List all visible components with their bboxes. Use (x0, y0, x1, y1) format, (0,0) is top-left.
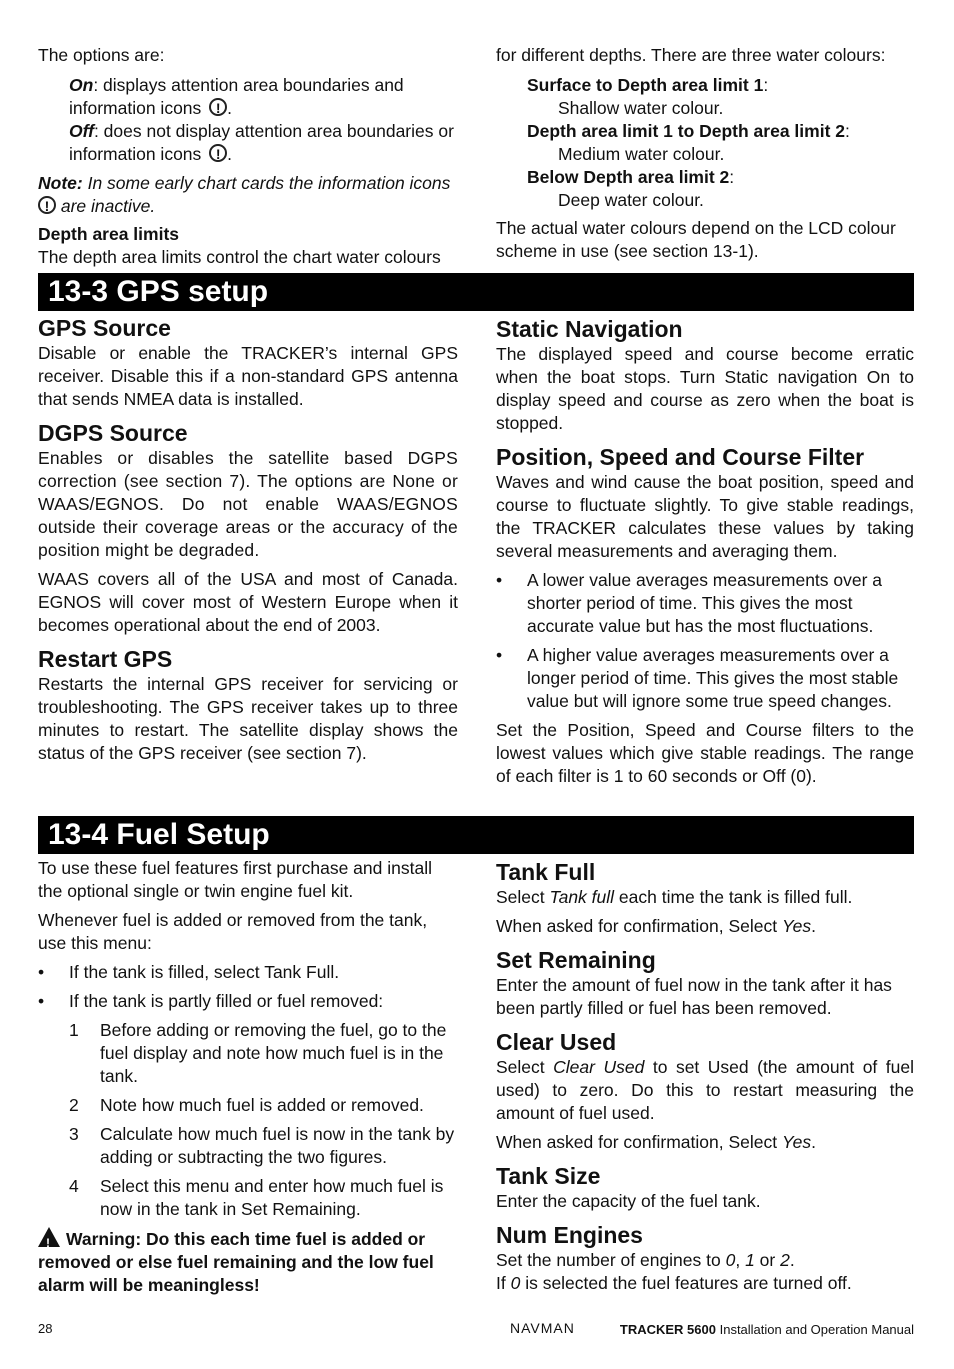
fuel-steps-list (38, 1019, 458, 1221)
depth-heading: Depth area limits (38, 224, 180, 244)
page-number: 28 (38, 1321, 53, 1336)
fuel-bullet-partly: • If the tank is partly filled or fuel removed: (38, 990, 458, 1013)
option-off: Off: does not display attention area boundaries or information icons ! . (38, 120, 458, 166)
warning-icon (38, 1227, 60, 1247)
water-item-2: Depth area limit 1 to Depth area limit 2: (527, 121, 850, 141)
water-item-2-value: Medium water colour. (558, 144, 725, 164)
tank-size-heading: Tank Size (496, 1163, 601, 1189)
fuel-bullet-filled: • If the tank is filled, select Tank Full. (38, 961, 458, 984)
fuel-step: 2 Note how much fuel is added or removed. (69, 1095, 424, 1115)
tank-size-text: Enter the capacity of the fuel tank. (496, 1191, 761, 1211)
filter-heading: Position, Speed and Course Filter (496, 444, 865, 470)
water-item-3: Below Depth area limit 2: (527, 167, 735, 187)
dgps-source-text: Enables or disables the satellite based DGPS correction (see section 7). The options are None or WAAS/EGNOS. Do not enable WAAS/EGNOS outside their coverage areas or the accuracy of the position might be degraded. (38, 448, 458, 560)
gps-source-text: Disable or enable the TRACKER’s internal GPS receiver. Disable this if a non-standard GPS antenna that sends NMEA data is installed. (38, 343, 458, 409)
fuel-intro: To use these fuel features first purchase and install the optional single or twin engine fuel kit. (38, 858, 432, 901)
fuel-right-column (496, 858, 914, 1295)
set-remaining-heading: Set Remaining (496, 947, 656, 973)
clear-used-text: Select Clear Used to set Used (the amount of fuel used) to zero. Do this to restart measuring the amount of fuel used. (496, 1057, 915, 1123)
top-left-column (38, 44, 458, 269)
tank-full-text: Select Tank full each time the tank is filled full. (496, 887, 853, 907)
fuel-step: 1 Before adding or removing the fuel, go to the fuel display and note how much fuel is in the tank. (69, 1020, 447, 1086)
static-navigation-heading: Static Navigation (496, 316, 683, 342)
tank-full-heading: Tank Full (496, 859, 596, 885)
fuel-usage: Whenever fuel is added or removed from the tank, use this menu: (38, 910, 428, 953)
attention-icon (38, 196, 56, 214)
water-item-3-value: Deep water colour. (558, 190, 704, 210)
section-title-fuel: 13-4 Fuel Setup (38, 816, 914, 854)
option-on: On: displays attention area boundaries and information icons ! . (38, 74, 458, 120)
clear-used-confirm: When asked for confirmation, Select Yes. (496, 1132, 817, 1152)
water-outro: The actual water colours depend on the LCD colour scheme in use (see section 13-1). (496, 218, 896, 261)
water-intro: for different depths. There are three water colours: (496, 45, 886, 65)
dgps-source-heading: DGPS Source (38, 420, 188, 446)
static-navigation-text: The displayed speed and course become erratic when the boat stops. Turn Static navigation On to display speed and course as zero when the boat is stopped. (496, 344, 914, 433)
brand-logo: NAVMAN (510, 1320, 575, 1336)
filter-bullet-higher: • A higher value averages measurements over a longer period of time. This gives the most stable value but will ignore some true speed changes. (496, 644, 914, 713)
num-engines-heading: Num Engines (496, 1222, 643, 1248)
tank-full-confirm: When asked for confirmation, Select Yes. (496, 916, 817, 936)
dgps-coverage-text: WAAS covers all of the USA and most of Canada. EGNOS will cover most of Western Europe when it becomes operational about the end of 2003. (38, 569, 458, 635)
clear-used-heading: Clear Used (496, 1029, 617, 1055)
note: Note: In some early chart cards the information icons ! are inactive. (38, 172, 458, 218)
depth-text: The depth area limits control the chart water colours (38, 247, 441, 267)
filter-text: Waves and wind cause the boat position, speed and course to fluctuate slightly. To give stable readings, the TRACKER calculates these values by taking several measurements and averaging them. (496, 472, 914, 561)
num-engines-text: Set the number of engines to 0, 1 or 2. If 0 is selected the fuel features are turned off. (496, 1250, 852, 1293)
filter-bullet-lower: • A lower value averages measurements over a shorter period of time. This gives the most accurate value but has the most fluctuations. (496, 569, 914, 638)
attention-icon (209, 98, 227, 116)
fuel-step: 4 Select this menu and enter how much fuel is now in the tank in Set Remaining. (69, 1176, 444, 1219)
water-item-1-value: Shallow water colour. (558, 98, 724, 118)
fuel-step: 3 Calculate how much fuel is now in the tank by adding or subtracting the two figures. (69, 1124, 455, 1167)
fuel-left-column (38, 857, 458, 1297)
restart-gps-text: Restarts the internal GPS receiver for servicing or troubleshooting. The GPS receiver takes up to three minutes to restart. The satellite display shows the status of the GPS receiver (see section 7). (38, 674, 458, 763)
filter-range-text: Set the Position, Speed and Course filters to the lowest values which give stable readings. The range of each filter is 1 to 60 seconds or Off (0). (496, 720, 914, 786)
water-item-1: Surface to Depth area limit 1: (527, 75, 769, 95)
set-remaining-text: Enter the amount of fuel now in the tank after it has been partly filled or fuel has been removed. (496, 975, 892, 1018)
manual-title: TRACKER 5600 Installation and Operation Manual (619, 1322, 914, 1337)
gps-left-column (38, 314, 458, 765)
fuel-warning: !Warning: Do this each time fuel is added or removed or else fuel remaining and the low fuel alarm will be meaningless! (38, 1227, 458, 1297)
restart-gps-heading: Restart GPS (38, 646, 173, 672)
attention-icon (209, 144, 227, 162)
top-right-column (496, 44, 914, 263)
section-title-gps: 13-3 GPS setup (38, 273, 914, 311)
options-intro: The options are: (38, 45, 165, 65)
gps-source-heading: GPS Source (38, 315, 171, 341)
gps-right-column (496, 315, 914, 788)
